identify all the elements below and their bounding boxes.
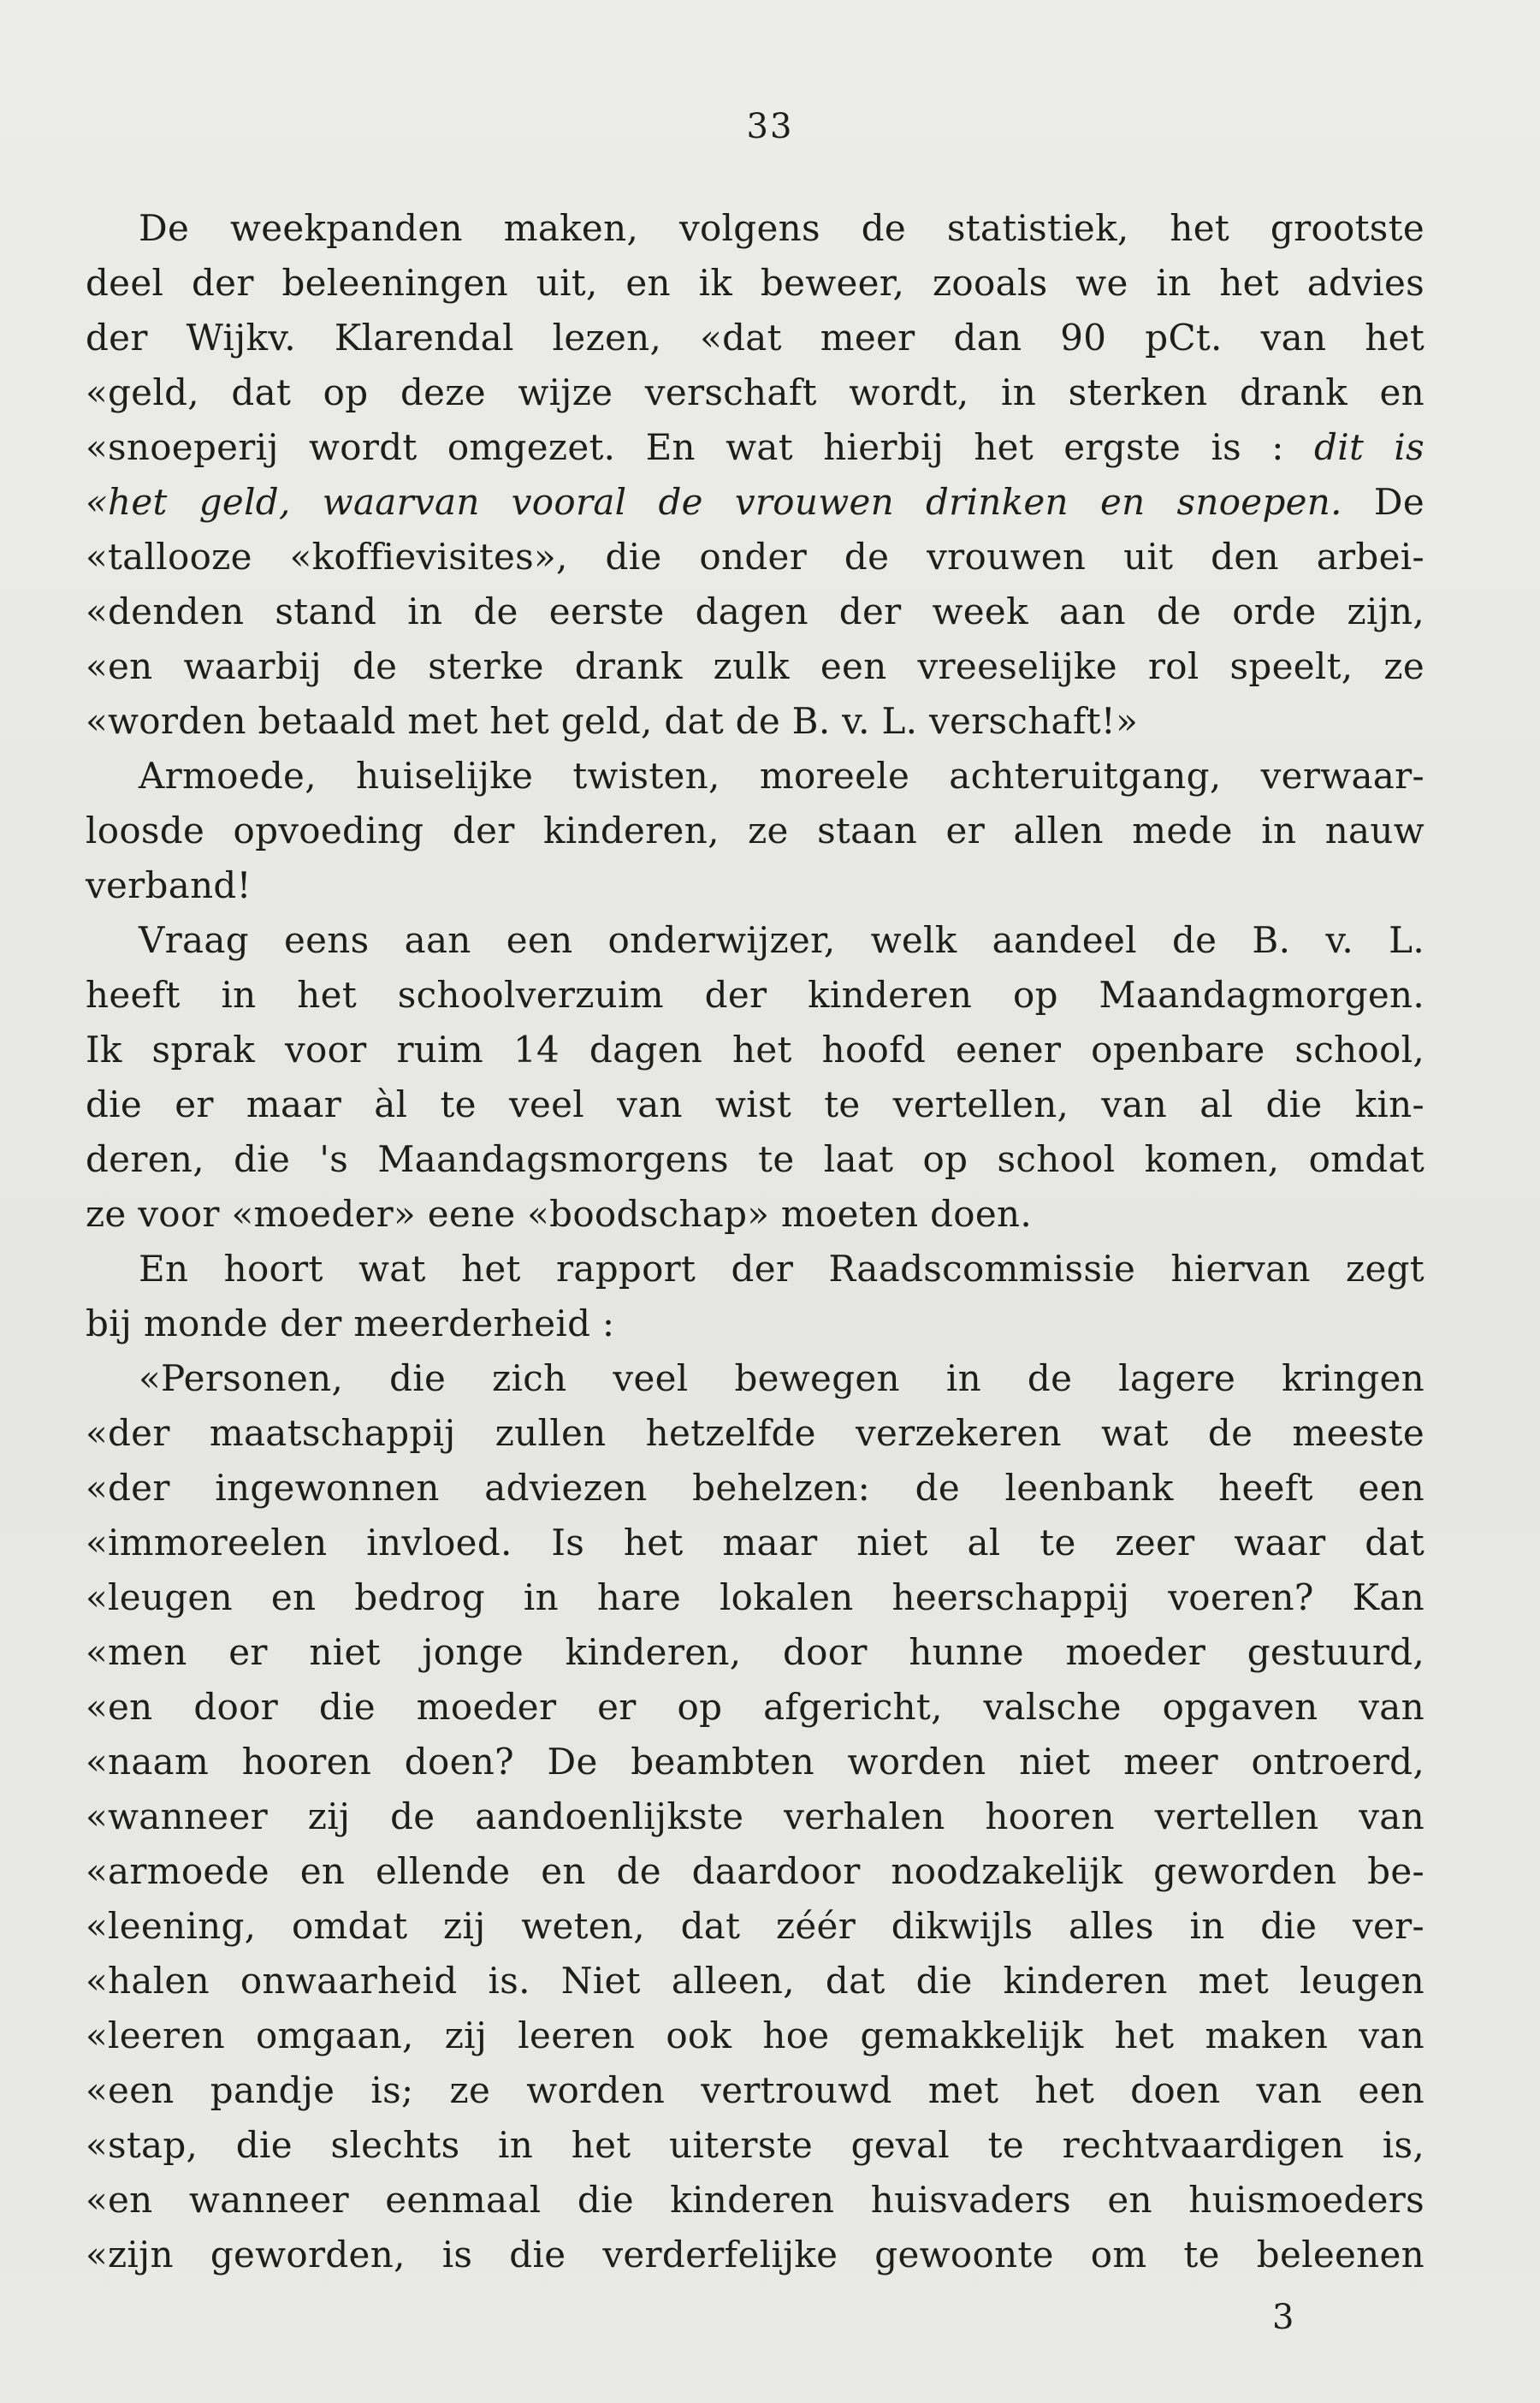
line-text: «geld, dat op deze wijze verschaft wordt, in sterken drank en: [86, 371, 1424, 413]
text-line: [86, 1570, 1424, 1625]
line-text: «snoeperij wordt omgezet. En wat hierbij het ergste is :: [86, 426, 1284, 468]
line-text: «naam hooren doen? De beambten worden niet meer ontroerd,: [86, 1741, 1424, 1783]
line-text: «worden betaald met het geld, dat de B. v. L. verschaft!»: [86, 700, 1139, 742]
line-text-after: De: [1373, 481, 1424, 523]
line-text: Ik sprak voor ruim 14 dagen het hoofd eener openbare school,: [86, 1029, 1424, 1071]
line-text: «zijn geworden, is die verderfelijke gewoonte om te beleenen: [86, 2234, 1424, 2275]
line-text: «halen onwaarheid is. Niet alleen, dat die kinderen met leugen: [86, 1960, 1424, 2002]
text-line: [86, 1625, 1424, 1680]
page-number: 33: [746, 107, 794, 146]
text-line: [86, 1077, 1424, 1132]
line-text: «en wanneer eenmaal die kinderen huisvaders en huismoeders: [86, 2179, 1424, 2221]
line-text: «Personen, die zich veel bewegen in de lagere kringen: [139, 1357, 1424, 1399]
line-text: «der ingewonnen adviezen behelzen: de leenbank heeft een: [86, 1467, 1424, 1509]
line-italic-text: dit is: [1314, 426, 1425, 468]
line-text: «immoreelen invloed. Is het maar niet al te zeer waar dat: [86, 1522, 1424, 1563]
text-line: [86, 2173, 1424, 2228]
line-text: verband!: [86, 864, 252, 906]
text-line: [86, 1296, 1424, 1351]
line-text: «stap, die slechts in het uiterste geval te rechtvaardigen is,: [86, 2124, 1424, 2166]
text-line: [86, 1844, 1424, 1899]
line-italic-text: «het geld, waarvan vooral de vrouwen drinken en snoepen.: [86, 481, 1342, 523]
text-line: [86, 584, 1424, 639]
line-text: «en waarbij de sterke drank zulk een vreeselijke rol speelt, ze: [86, 645, 1424, 687]
text-line: [86, 256, 1424, 311]
line-text: «leeren omgaan, zij leeren ook hoe gemakkelijk het maken van: [86, 2014, 1424, 2056]
text-line: [86, 1954, 1424, 2008]
text-line: [86, 694, 1424, 749]
line-text: De weekpanden maken, volgens de statistiek, het grootste: [139, 207, 1424, 249]
text-line: [86, 1242, 1424, 1296]
line-text: «een pandje is; ze worden vertrouwd met het doen van een: [86, 2069, 1424, 2111]
line-text: bij monde der meerderheid :: [86, 1302, 615, 1344]
line-text: Armoede, huiselijke twisten, moreele achteruitgang, verwaar-: [139, 755, 1424, 797]
text-line: [86, 749, 1424, 804]
line-text: loosde opvoeding der kinderen, ze staan er allen mede in nauw: [86, 810, 1424, 851]
line-text: «leugen en bedrog in hare lokalen heerschappij voeren? Kan: [86, 1576, 1424, 1618]
line-text: «men er niet jonge kinderen, door hunne moeder gestuurd,: [86, 1631, 1424, 1673]
text-line: [86, 968, 1424, 1023]
line-text: Vraag eens aan een onderwijzer, welk aandeel de B. v. L.: [139, 919, 1424, 961]
signature-mark: 3: [1272, 2298, 1294, 2337]
text-line: [86, 311, 1424, 365]
line-text: «armoede en ellende en de daardoor noodzakelijk geworden be-: [86, 1850, 1424, 1892]
line-text: deel der beleeningen uit, en ik beweer, zooals we in het advies: [86, 262, 1424, 304]
line-text: «leening, omdat zij weten, dat zéér dikwijls alles in die ver-: [86, 1905, 1424, 1947]
text-line: [86, 1789, 1424, 1844]
line-text: ze voor «moeder» eene «boodschap» moeten doen.: [86, 1193, 1033, 1235]
text-line: [86, 530, 1424, 584]
line-text: «der maatschappij zullen hetzelfde verzekeren wat de meeste: [86, 1412, 1424, 1454]
text-line: [86, 475, 1424, 530]
text-line: [86, 1461, 1424, 1516]
text-line: [86, 1680, 1424, 1735]
text-line: [86, 858, 1424, 913]
line-text: deren, die 's Maandagsmorgens te laat op school komen, omdat: [86, 1138, 1424, 1180]
text-line: [86, 913, 1424, 968]
text-line: [86, 2118, 1424, 2173]
line-text: heeft in het schoolverzuim der kinderen op Maandagmorgen.: [86, 974, 1424, 1016]
line-text: «wanneer zij de aandoenlijkste verhalen hooren vertellen van: [86, 1795, 1424, 1837]
text-line: [86, 1406, 1424, 1461]
body-text: [86, 201, 1424, 2282]
text-line: [86, 2063, 1424, 2118]
line-text: der Wijkv. Klarendal lezen, «dat meer dan 90 pCt. van het: [86, 317, 1424, 359]
text-line: [86, 1187, 1424, 1242]
text-line: [86, 2228, 1424, 2282]
text-line: [86, 1735, 1424, 1789]
text-line: [86, 1516, 1424, 1570]
text-line: [86, 420, 1424, 475]
text-line: [86, 1132, 1424, 1187]
text-line: [86, 804, 1424, 858]
line-text: die er maar àl te veel van wist te vertellen, van al die kin-: [86, 1083, 1424, 1125]
text-line: [86, 1351, 1424, 1406]
line-text: «tallooze «koffievisites», die onder de vrouwen uit den arbei-: [86, 536, 1424, 578]
text-line: [86, 365, 1424, 420]
line-text: «en door die moeder er op afgericht, valsche opgaven van: [86, 1686, 1424, 1728]
line-text: «denden stand in de eerste dagen der week aan de orde zijn,: [86, 590, 1424, 632]
text-line: [86, 201, 1424, 256]
text-line: [86, 2008, 1424, 2063]
line-text: En hoort wat het rapport der Raadscommissie hiervan zegt: [139, 1248, 1424, 1290]
text-line: [86, 1899, 1424, 1954]
text-line: [86, 1023, 1424, 1077]
text-line: [86, 639, 1424, 694]
